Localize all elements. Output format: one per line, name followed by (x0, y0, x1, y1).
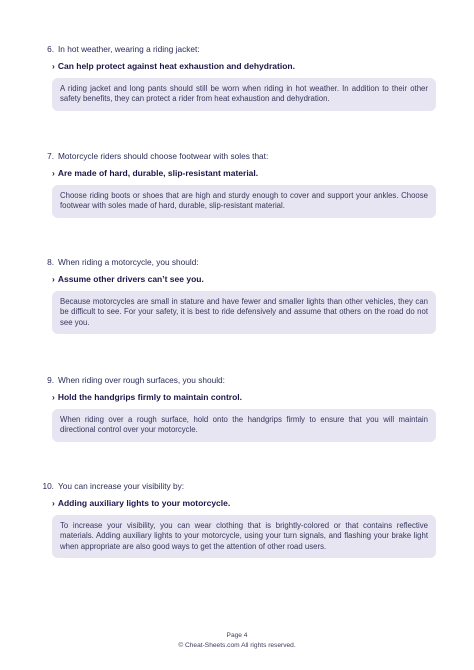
question-block-10 (38, 481, 438, 558)
question-number: 7. (47, 151, 54, 161)
question-block-9 (38, 375, 438, 442)
answer-chevron-icon: › (52, 168, 55, 178)
question-line (38, 151, 438, 162)
answer-chevron-icon: › (52, 274, 55, 284)
question-line (38, 481, 438, 492)
answer-text: Can help protect against heat exhaustion and dehydration. (57, 61, 295, 71)
explanation-box: To increase your visibility, you can wear clothing that is brightly-colored or that contains reflective materials. Adding auxiliary lights to your motorcycle, using your turn signals, and flashing your brake light when appropriate are also good ways to get the attention of other road users. (52, 515, 436, 558)
answer-line (52, 168, 438, 179)
question-number: 9. (47, 375, 54, 385)
answer-chevron-icon: › (52, 392, 55, 402)
answer-text: Hold the handgrips firmly to maintain control. (57, 392, 243, 402)
answer-line (52, 392, 438, 403)
question-text: When riding over rough surfaces, you should: (58, 375, 225, 385)
copyright-notice: © Cheat-Sheets.com All rights reserved. (178, 642, 296, 649)
explanation-box: Choose riding boots or shoes that are high and sturdy enough to cover and support your ankles. Choose footwear with soles made of hard, durable, slip-resistant material. (52, 185, 436, 218)
question-text: When riding a motorcycle, you should: (58, 257, 199, 267)
question-block-6 (38, 44, 438, 111)
answer-line (52, 61, 438, 72)
question-line (38, 44, 438, 55)
answer-text: Assume other drivers can’t see you. (57, 274, 204, 284)
answer-text: Adding auxiliary lights to your motorcycle. (57, 498, 231, 508)
question-number: 10. (42, 481, 54, 491)
question-text: Motorcycle riders should choose footwear with soles that: (58, 151, 269, 161)
question-block-7 (38, 151, 438, 218)
question-line (38, 257, 438, 268)
answer-text: Are made of hard, durable, slip-resistant material. (57, 168, 259, 178)
question-line (38, 375, 438, 386)
explanation-box: A riding jacket and long pants should still be worn when riding in hot weather. In addition to their other safety benefits, they can protect a rider from heat exhaustion and dehydration. (52, 78, 436, 111)
answer-line (52, 498, 438, 509)
page-number: Page 4 (226, 632, 248, 639)
question-text: You can increase your visibility by: (58, 481, 185, 491)
explanation-box: When riding over a rough surface, hold onto the handgrips firmly to ensure that you will maintain directional control over your motorcycle. (52, 409, 436, 442)
answer-line (52, 274, 438, 285)
answer-chevron-icon: › (52, 498, 55, 508)
question-text: In hot weather, wearing a riding jacket: (58, 44, 200, 54)
question-block-8 (38, 257, 438, 334)
explanation-box: Because motorcycles are small in stature and have fewer and smaller lights than other vehicles, they can be difficult to see. For your safety, it is best to ride defensively and assume that others on the road do not see you. (52, 291, 436, 334)
question-number: 8. (47, 257, 54, 267)
question-number: 6. (47, 44, 54, 54)
answer-chevron-icon: › (52, 61, 55, 71)
